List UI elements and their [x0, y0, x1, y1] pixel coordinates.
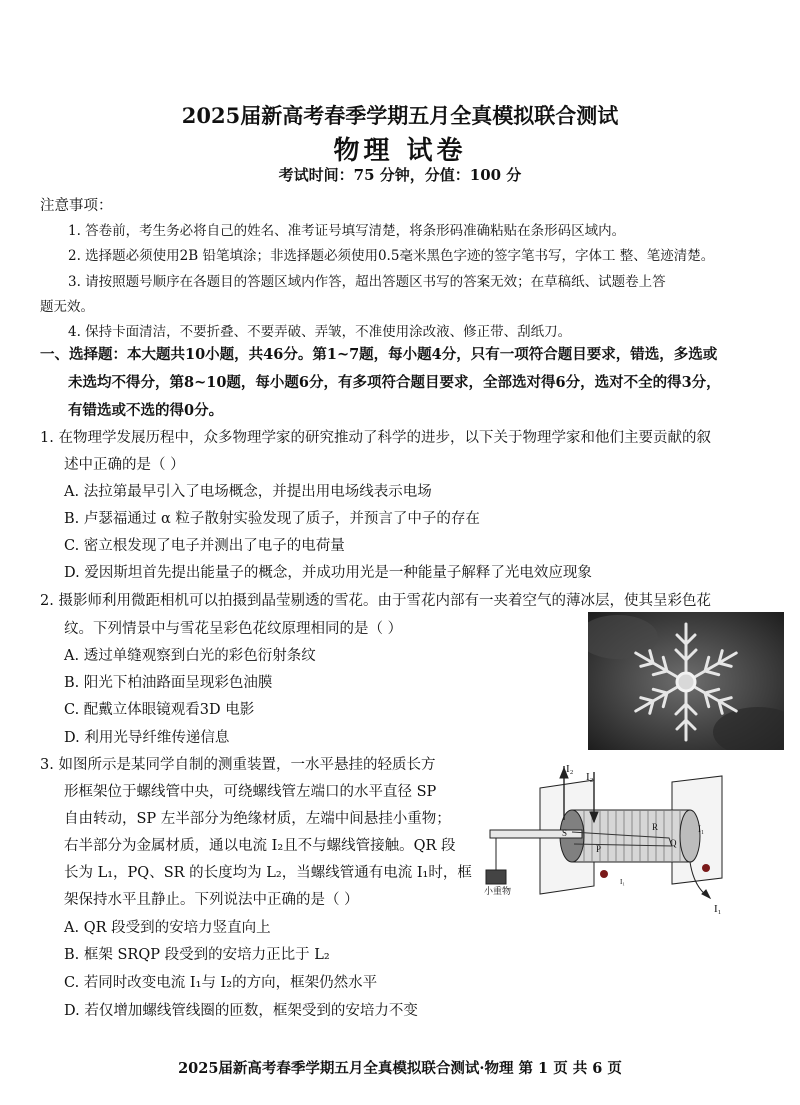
snowflake-icon — [588, 612, 784, 750]
notice-item-2: 2. 选择题必须使用2B 铅笔填涂；非选择题必须使用0.5毫米黑色字迹的签字笔书写，字体工 整、笔迹清楚。 — [68, 248, 715, 264]
q1-option-a: A. 法拉第最早引入了电场概念，并提出用电场线表示电场 — [64, 484, 432, 500]
label-i1-side: I₁ — [698, 824, 705, 834]
q1-option-d: D. 爱因斯坦首先提出能量子的概念，并成功用光是一种能量子解释了光电效应现象 — [64, 565, 592, 581]
q3-option-d: D. 若仅增加螺线管线圈的匝数，框架受到的安培力不变 — [64, 1003, 418, 1019]
q3-stem-line3: 自由转动，SP 左半部分为绝缘材质，左端中间悬挂小重物； — [64, 811, 451, 827]
q1-stem-line2: 述中正确的是（ ） — [64, 457, 185, 473]
coil-end — [680, 810, 700, 862]
q2-option-a: A. 透过单缝观察到白光的彩色衍射条纹 — [64, 648, 316, 664]
notice-item-4: 4. 保持卡面清洁，不要折叠、不要弄破、弄皱，不准使用涂改液、修正带、刮纸刀。 — [68, 324, 572, 340]
section-heading-line3: 有错选或不选的得0分。 — [68, 402, 224, 419]
q3-option-b: B. 框架 SRQP 段受到的安培力正比于 L₂ — [64, 947, 330, 963]
q3-option-c: C. 若同时改变电流 I₁与 I₂的方向，框架仍然水平 — [64, 975, 378, 991]
label-i1-bottom: I₁ — [714, 903, 722, 914]
q3-stem-line4: 右半部分为金属材质，通以电流 I₂且不与螺线管接触。QR 段 — [64, 838, 456, 854]
label-i1-small: I₁ — [620, 878, 625, 886]
q3-option-a: A. QR 段受到的安培力竖直向上 — [64, 920, 271, 936]
q3-stem-line5: 长为 L₁，PQ、SR 的长度均为 L₂，当螺线管通有电流 I₁时，框 — [64, 865, 472, 881]
solenoid-diagram — [484, 758, 726, 914]
section-heading-line2: 未选均不得分，第8~10题，每小题6分，有多项符合题目要求，全部选对得6分，选对不全的得3分， — [68, 374, 721, 391]
q3-stem-line2: 形框架位于螺线管中央，可绕螺线管左端口的水平直径 SP — [64, 784, 437, 800]
notice-item-1: 1. 答卷前，考生务必将自己的姓名、准考证号填写清楚，将条形码准确粘贴在条形码区域内。 — [68, 223, 626, 239]
q2-option-c: C. 配戴立体眼镜观看3D 电影 — [64, 702, 255, 718]
notice-heading: 注意事项： — [40, 198, 113, 214]
label-s: S — [562, 828, 568, 838]
snowflake-photo — [588, 612, 784, 750]
page-footer: 2025届新高考春季学期五月全真模拟联合测试·物理 第 1 页 共 6 页 — [178, 1060, 622, 1077]
q2-stem-line1: 2. 摄影师利用微距相机可以拍摄到晶莹剔透的雪花。由于雪花内部有一夹着空气的薄冰层，使其呈彩色花 — [40, 593, 711, 609]
frame-bar — [490, 830, 582, 838]
exam-info: 考试时间：75 分钟，分值：100 分 — [278, 166, 522, 184]
q3-stem-line1: 3. 如图所示是某同学自制的测重装置，一水平悬挂的轻质长方 — [40, 757, 436, 773]
label-q: Q — [670, 838, 677, 848]
q3-stem-line6: 架保持水平且静止。下列说法中正确的是（ ） — [64, 892, 359, 908]
terminal-right-icon — [702, 864, 710, 872]
lead-arrow-icon — [702, 890, 710, 898]
q1-option-c: C. 密立根发现了电子并测出了电子的电荷量 — [64, 538, 345, 554]
label-i2-right: I₂ — [586, 771, 594, 783]
q2-stem-line2: 纹。下列情景中与雪花呈彩色花纹原理相同的是（ ） — [64, 621, 403, 637]
q1-option-b: B. 卢瑟福通过 α 粒子散射实验发现了质子，并预言了中子的存在 — [64, 511, 480, 527]
weight-block — [486, 870, 506, 884]
label-weight: 小重物 — [484, 886, 512, 896]
subject-title: 物理 试卷 — [333, 136, 467, 166]
terminal-left-icon — [600, 870, 608, 878]
q2-option-b: B. 阳光下柏油路面呈现彩色油膜 — [64, 675, 273, 691]
label-p: P — [596, 844, 602, 854]
exam-title: 2025届新高考春季学期五月全真模拟联合测试 — [181, 103, 619, 128]
q1-stem-line1: 1. 在物理学发展历程中，众多物理学家的研究推动了科学的进步，以下关于物理学家和他们主要贡献的叙 — [40, 430, 711, 446]
q2-option-d: D. 利用光导纤维传递信息 — [64, 730, 230, 746]
notice-item-3: 3. 请按照题号顺序在各题目的答题区域内作答，超出答题区书写的答案无效；在草稿纸、试题卷上答 — [68, 274, 666, 290]
label-r: R — [652, 822, 659, 832]
section-heading-line1: 一、选择题：本大题共10小题，共46分。第1~7题，每小题4分，只有一项符合题目要求，错选，多选或 — [40, 346, 718, 363]
notice-item-3-cont: 题无效。 — [40, 299, 94, 315]
label-i2-left: I₂ — [566, 763, 574, 775]
